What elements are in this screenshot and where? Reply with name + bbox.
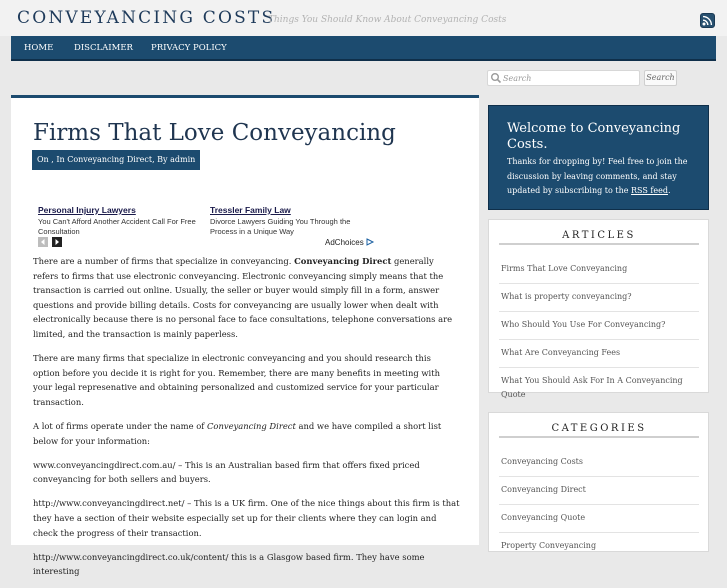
adchoices-label: AdChoices — [325, 238, 364, 247]
search-button[interactable]: Search — [644, 70, 677, 86]
site-tagline: Things You Should Know About Conveyancing Costs — [268, 15, 507, 25]
post-paragraph: A lot of firms operate under the name of Conveyancing Direct and we have compiled a short list below for your information: — [33, 420, 442, 446]
adchoices-link[interactable] — [325, 238, 374, 247]
post-meta: On , In Conveyancing Direct, By admin — [32, 150, 200, 170]
nav-item-privacy-policy[interactable]: PRIVACY POLICY — [151, 43, 227, 53]
post-paragraph: There are a number of firms that specialize in conveyancing. Conveyancing Direct generally refers to firms that use electronic conveyancing. Electronic conveyancing simply means that the transaction is carried out online. Usually, the seller or buyer would simply fill in a form, answer questions and provide billing details. Costs for conveyancing are usually lower when dealt with electronically because there is no personal face to face consultations, telephone conversations are limited, and the transaction is mainly paperless. — [33, 256, 453, 339]
post-body — [33, 254, 460, 588]
post-paragraph: http://www.conveyancingdirect.net/ – This is a UK firm. One of the nice things about this firm is that they have a section of their website especially set up for their clients where they can login and check the progress of their transaction. — [33, 498, 460, 538]
italic-term: Conveyancing Direct — [207, 420, 296, 431]
bold-term: Conveyancing Direct — [294, 256, 392, 266]
nav-item-disclaimer[interactable]: DISCLAIMER — [74, 43, 133, 53]
article-link[interactable]: What Are Conveyancing Fees — [499, 340, 699, 368]
ad-title[interactable]: Tressler Family Law — [210, 205, 291, 215]
articles-list — [499, 256, 699, 409]
rss-icon[interactable] — [700, 13, 715, 28]
categories-heading: CATEGORIES — [499, 423, 699, 438]
search-input[interactable] — [503, 71, 638, 85]
adchoices-icon — [366, 238, 374, 246]
ad-title[interactable]: Personal Injury Lawyers — [38, 205, 136, 215]
site-title[interactable]: CONVEYANCING COSTS — [17, 8, 276, 28]
category-link[interactable]: Conveyancing Quote — [499, 505, 699, 533]
articles-heading: ARTICLES — [499, 230, 699, 245]
welcome-text: Thanks for dropping by! Feel free to join the discussion by leaving comments, and stay updated by subscribing to the RSS feed. — [507, 157, 688, 196]
articles-widget — [488, 219, 709, 399]
site-header — [0, 0, 727, 36]
welcome-box — [488, 105, 709, 210]
category-link[interactable]: Conveyancing Costs — [499, 449, 699, 477]
post-title[interactable]: Firms That Love Conveyancing — [33, 120, 396, 146]
article-link[interactable]: What is property conveyancing? — [499, 284, 699, 312]
ad-unit-1[interactable] — [38, 205, 208, 237]
post-paragraph: www.conveyancingdirect.com.au/ – This is an Australian based firm that offers fixed priced conveyancing for both sellers and buyers. — [33, 459, 420, 485]
ad-unit-2[interactable] — [210, 205, 370, 237]
article-link[interactable]: What You Should Ask For In A Conveyancing Quote — [501, 376, 683, 399]
main-nav — [11, 36, 716, 61]
nav-item-home[interactable]: HOME — [24, 43, 54, 53]
content-top-border — [11, 95, 479, 98]
category-link[interactable]: Conveyancing Direct — [499, 477, 699, 505]
post-paragraph: http://www.conveyancingdirect.co.uk/content/ this is a Glasgow based firm. They have some interesting — [33, 551, 425, 577]
article-link[interactable]: Firms That Love Conveyancing — [499, 256, 699, 284]
ad-prev-arrow-icon[interactable] — [38, 237, 48, 247]
welcome-title: Welcome to Conveyancing Costs. — [507, 121, 681, 152]
categories-list — [499, 449, 699, 560]
rss-feed-link[interactable]: RSS feed — [631, 186, 668, 196]
article-link[interactable]: Who Should You Use For Conveyancing? — [499, 312, 699, 340]
ad-text: You Can't Afford Another Accident Call For Free Consultation — [38, 217, 196, 236]
category-link[interactable]: Property Conveyancing — [501, 541, 597, 550]
search-icon — [490, 72, 502, 84]
ad-text: Divorce Lawyers Guiding You Through the Process in a Unique Way — [210, 217, 351, 236]
ad-next-arrow-icon[interactable] — [52, 237, 62, 247]
categories-widget — [488, 412, 709, 552]
post-paragraph: There are many firms that specialize in electronic conveyancing and you should research this option before you decide it is right for you. Remember, there are many benefits in meeting with your legal represenative and obtaining personalized and customized service for your particular transaction. — [33, 353, 440, 407]
